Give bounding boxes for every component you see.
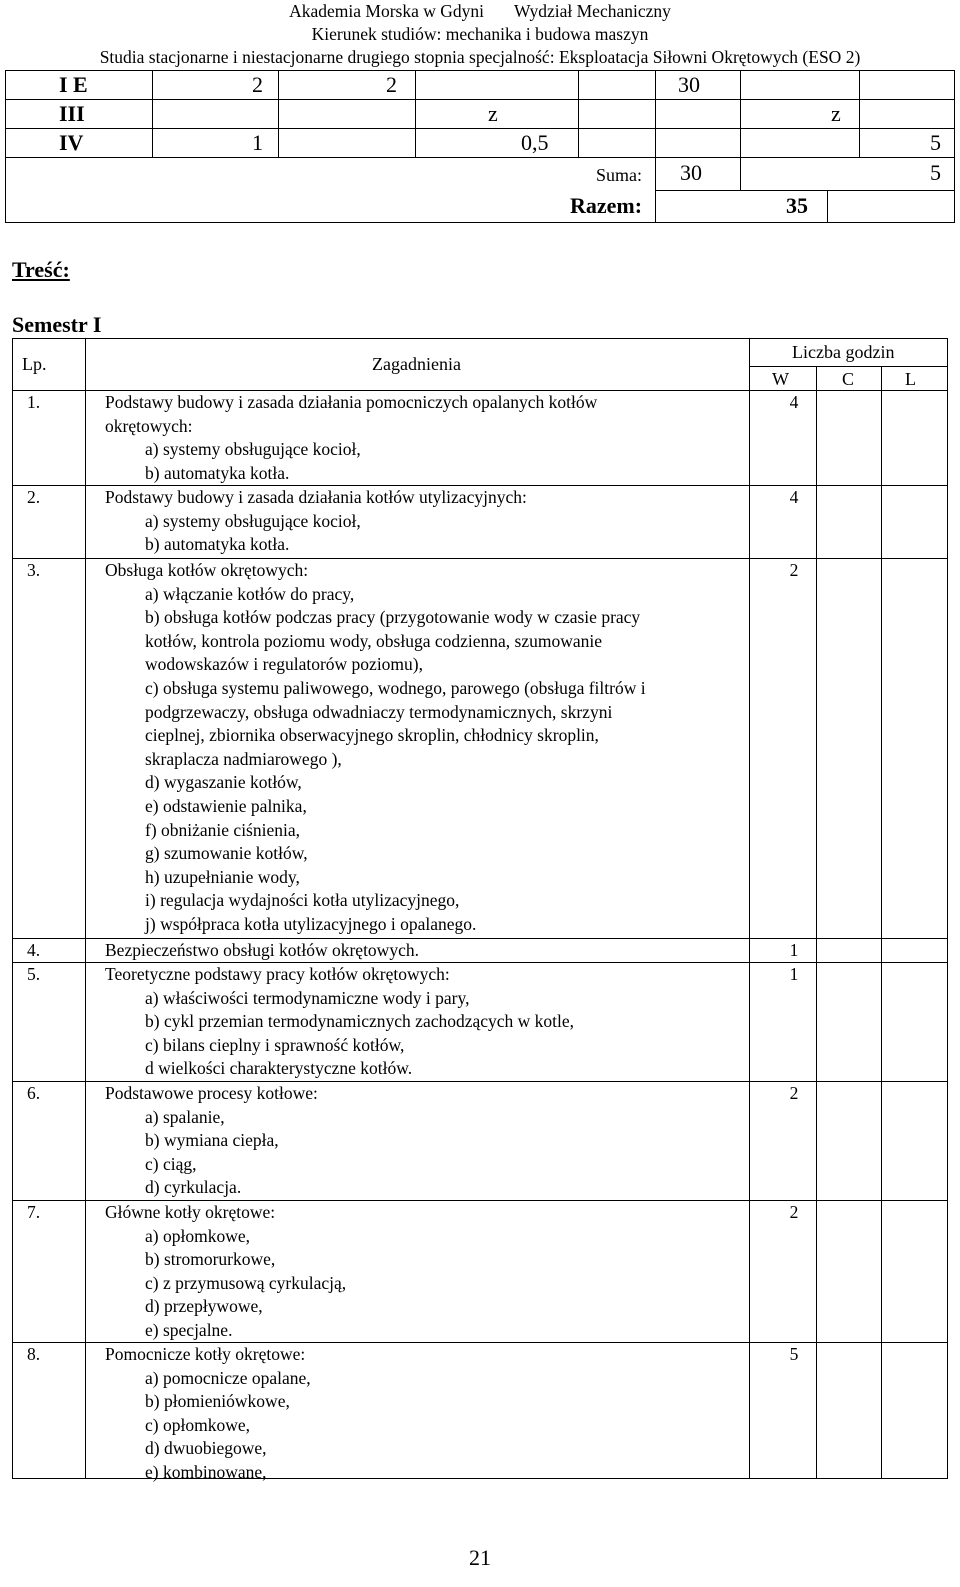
topic-line: wodowskazów i regulatorów poziomu), (145, 654, 423, 675)
row-hours-w: 4 (789, 392, 799, 412)
suma-c4: 30 (680, 160, 702, 185)
topic-line: b) obsługa kotłów podczas pracy (przygotowanie wody w czasie pracy (145, 607, 641, 628)
row-number: 3. (27, 560, 41, 580)
hours-cell: z (488, 101, 498, 126)
col-header-w: W (772, 369, 789, 389)
topic-line: h) uzupełnianie wody, (145, 866, 300, 887)
row-hours-w: 5 (789, 1344, 799, 1364)
row-number: 2. (27, 487, 41, 507)
col-header-l: L (905, 369, 916, 389)
topic-line: a) spalanie, (145, 1106, 225, 1127)
row-number: 7. (27, 1202, 41, 1222)
topic-title: Obsługa kotłów okrętowych: (105, 560, 309, 580)
topic-line: e) specjalne. (145, 1319, 233, 1340)
topic-line: i) regulacja wydajności kotła utylizacyjnego, (145, 890, 460, 911)
row-number: 4. (27, 940, 41, 960)
topic-line: g) szumowanie kotłów, (145, 843, 308, 864)
topic-line: d) wygaszanie kotłów, (145, 772, 302, 793)
row-hours-w: 2 (789, 1083, 799, 1103)
hours-cell: 0,5 (521, 130, 549, 155)
row-topic (105, 1201, 745, 1343)
tresc-heading: Treść: (12, 257, 70, 282)
col-header-topics: Zagadnienia (372, 354, 461, 374)
field-of-study: Kierunek studiów: mechanika i budowa maszyn (311, 24, 649, 44)
topic-line: a) właściwości termodynamiczne wody i pary, (145, 987, 470, 1008)
topic-line: a) włączanie kotłów do pracy, (145, 583, 355, 604)
topic-line: c) opłomkowe, (145, 1414, 250, 1435)
document-header-line1 (0, 0, 960, 23)
topic-title: Pomocnicze kotły okrętowe: (105, 1344, 306, 1364)
topic-line: cieplnej, zbiornika obserwacyjnego skroplin, chłodnicy skroplin, (145, 725, 599, 746)
page-number: 21 (469, 1545, 491, 1570)
hours-row-label: I E (59, 72, 88, 97)
col-header-hours: Liczba godzin (792, 342, 895, 362)
hours-cell: 30 (678, 72, 700, 97)
row-hours-w: 2 (789, 1202, 799, 1222)
row-number: 6. (27, 1083, 41, 1103)
topic-line: a) systemy obsługujące kocioł, (145, 510, 361, 531)
topic-line: d) przepływowe, (145, 1296, 263, 1317)
row-hours-w: 2 (789, 560, 799, 580)
hours-row-label: III (59, 101, 85, 126)
suma-label: Suma: (596, 165, 643, 185)
row-topic (105, 486, 745, 557)
col-header-c: C (842, 369, 855, 389)
col-header-lp: Lp. (22, 354, 47, 374)
hours-row-label: IV (59, 130, 84, 155)
hours-cell: z (831, 101, 841, 126)
row-hours-w: 4 (789, 487, 799, 507)
row-hours-w: 1 (789, 940, 799, 960)
topic-line: j) współpraca kotła utylizacyjnego i opalanego. (145, 913, 477, 934)
topic-line: podgrzewaczy, obsługa odwadniaczy termodynamicznych, skrzyni (145, 701, 613, 722)
topic-line: b) automatyka kotła. (145, 534, 290, 555)
topic-line: e) kombinowane, (145, 1461, 267, 1482)
hours-table (5, 70, 955, 225)
row-topic (105, 1343, 745, 1485)
suma-c5: 5 (930, 160, 941, 185)
topic-line: b) płomieniówkowe, (145, 1391, 290, 1412)
topic-title: Podstawy budowy i zasada działania pomocniczych opalanych kotłów (105, 392, 598, 412)
razem-label: Razem: (570, 193, 643, 218)
topic-line: okrętowych: (105, 415, 193, 436)
row-topic (105, 559, 745, 937)
hours-cell: 1 (252, 130, 263, 155)
topic-line: c) obsługa systemu paliwowego, wodnego, parowego (obsługa filtrów i (145, 677, 646, 698)
university-name: Akademia Morska w Gdyni (289, 1, 485, 21)
row-hours-w: 1 (789, 964, 799, 984)
topic-title: Główne kotły okrętowe: (105, 1202, 276, 1222)
razem-value: 35 (786, 193, 808, 218)
topic-line: c) z przymusową cyrkulacją, (145, 1272, 347, 1293)
topic-title: Podstawowe procesy kotłowe: (105, 1083, 318, 1103)
faculty-name: Wydział Mechaniczny (514, 1, 671, 21)
topic-line: a) opłomkowe, (145, 1225, 250, 1246)
topic-line: b) stromorurkowe, (145, 1249, 276, 1270)
topic-line: d wielkości charakterystyczne kotłów. (145, 1058, 413, 1079)
topic-line: skraplacza nadmiarowego ), (145, 748, 342, 769)
topic-line: d) cyrkulacja. (145, 1177, 242, 1198)
topic-line: d) dwuobiegowe, (145, 1438, 267, 1459)
topic-title: Bezpieczeństwo obsługi kotłów okrętowych. (105, 940, 419, 960)
topic-title: Podstawy budowy i zasada działania kotłów utylizacyjnych: (105, 487, 527, 507)
topic-line: a) systemy obsługujące kocioł, (145, 439, 361, 460)
topic-line: b) wymiana ciepła, (145, 1130, 279, 1151)
hours-cell: 2 (386, 72, 397, 97)
hours-cell: 2 (252, 72, 263, 97)
content-table (12, 338, 948, 1498)
semester-heading: Semestr I (12, 312, 102, 337)
topic-line: c) bilans cieplny i sprawność kotłów, (145, 1034, 405, 1055)
row-topic (105, 963, 745, 1081)
row-topic (105, 939, 745, 963)
topic-line: c) ciąg, (145, 1153, 197, 1174)
topic-line: a) pomocnicze opalane, (145, 1367, 311, 1388)
topic-line: f) obniżanie ciśnienia, (145, 819, 301, 840)
row-number: 8. (27, 1344, 41, 1364)
topic-line: e) odstawienie palnika, (145, 795, 307, 816)
row-number: 1. (27, 392, 41, 412)
row-topic (105, 391, 745, 485)
topic-title: Teoretyczne podstawy pracy kotłów okrętowych: (105, 964, 450, 984)
topic-line: b) automatyka kotła. (145, 462, 290, 483)
topic-line: kotłów, kontrola poziomu wody, obsługa codzienna, szumowanie (145, 630, 603, 651)
studies-description: Studia stacjonarne i niestacjonarne drugiego stopnia specjalność: Eksploatacja Siłowni Okrętowych (ESO 2) (99, 47, 861, 67)
row-number: 5. (27, 964, 41, 984)
topic-line: b) cykl przemian termodynamicznych zachodzących w kotle, (145, 1011, 575, 1032)
row-topic (105, 1082, 745, 1200)
hours-cell: 5 (930, 130, 941, 155)
